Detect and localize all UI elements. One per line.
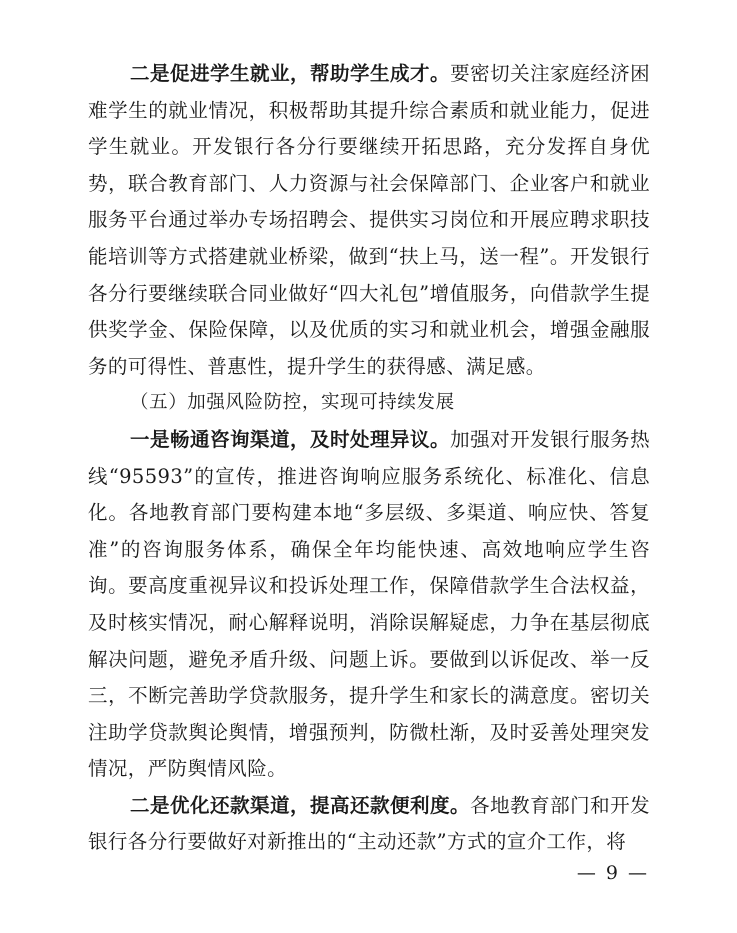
section-heading: （五）加强风险防控，实现可持续发展	[130, 392, 455, 414]
paragraph-lead: 一是畅通咨询渠道，及时处理异议。	[130, 427, 451, 451]
paragraph-consultation	[88, 422, 650, 788]
paragraph-body: 要密切关注家庭经济困难学生的就业情况，积极帮助其提升综合素质和就业能力，促进学生就业。开发银行各分行要继续开拓思路，充分发挥自身优势，联合教育部门、人力资源与社会保障部门、企业客户和就业服务平台通过举办专场招聘会、提供实习岗位和开展应聘求职技能培训等方式搭建就业桥梁，做到“扶上马，送一程”。开发银行各分行要继续联合同业做好“四大礼包”增值服务，向借款学生提供奖学金、保险保障，以及优质的实习和就业机会，增强金融服务的可得性、普惠性，提升学生的获得感、满足感。	[88, 62, 650, 378]
document-body	[88, 56, 650, 861]
paragraph-repayment	[88, 788, 650, 861]
paragraph-body: 各地教育部门和开发银行各分行要做好对新推出的“主动还款”方式的宣介工作，将	[88, 793, 650, 854]
page-number: — 9 —	[576, 862, 649, 884]
paragraph-lead: 二是促进学生就业，帮助学生成才。	[130, 62, 451, 85]
paragraph-employment	[88, 56, 650, 385]
paragraph-body: 加强对开发银行服务热线“95593”的宣传，推进咨询响应服务系统化、标准化、信息化。各地教育部门要构建本地“多层级、多渠道、响应快、答复准”的咨询服务体系，确保全年均能快速、高效地响应学生咨询。要高度重视异议和投诉处理工作，保障借款学生合法权益，及时核实情况，耐心解释说明，消除误解疑虑，力争在基层彻底解决问题，避免矛盾升级、问题上诉。要做到以诉促改、举一反三，不断完善助学贷款服务，提升学生和家长的满意度。密切关注助学贷款舆论舆情，增强预判，防微杜渐，及时妥善处理突发情况，严防舆情风险。	[88, 427, 650, 781]
paragraph-lead: 二是优化还款渠道，提高还款便利度。	[130, 793, 471, 817]
